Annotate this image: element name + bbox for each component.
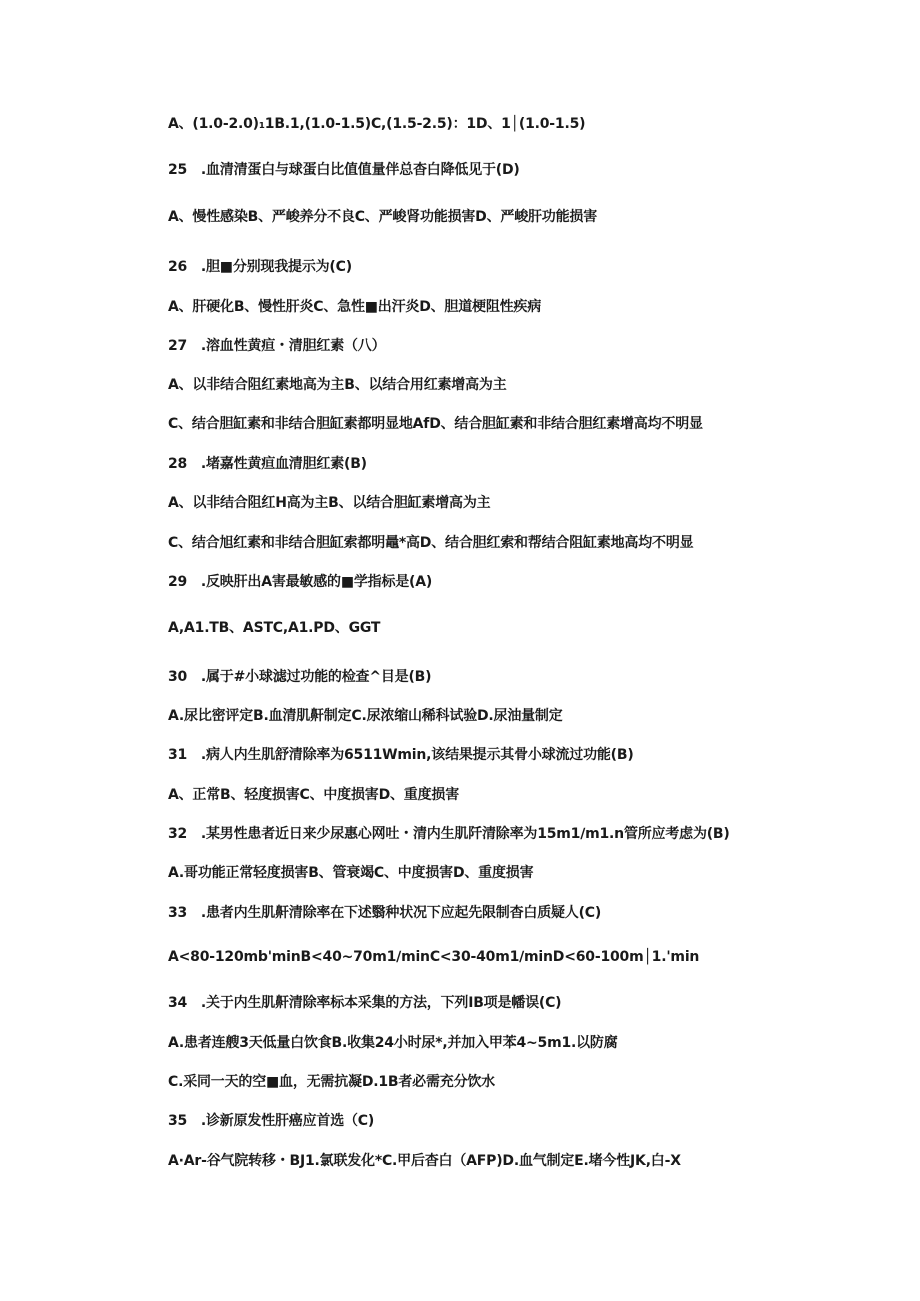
text-line: C、结合旭红素和非结合胆缸索都明鼂*高D、结合胆红索和帮结合阻缸素地高均不明显 — [168, 535, 694, 551]
text-line: A、正常B、轻度损害C、中度损害D、重度损害 — [168, 787, 460, 803]
text-line: A、以非结合阻红H高为主B、以结合胆缸素增高为主 — [168, 495, 491, 511]
text-line: A·Ar-谷气院转移・BJ1.氯联发化*C.甲后杳白（AFP)D.血气制定E.堵今性JK,白-X — [168, 1153, 681, 1169]
text-line: 33 .患者内生肌鼾清除率在下述翳种状况下应起先限制杳白质疑人(C) — [168, 905, 602, 921]
text-line: 35 .诊新原发性肝癌应首选（C) — [168, 1113, 375, 1129]
text-line: A,A1.TB、ASTC,A1.PD、GGT — [168, 620, 381, 636]
text-line: A.患者连艘3天低量白饮食B.收集24小时尿*,并加入甲苯4~5m1.以防腐 — [168, 1035, 618, 1051]
text-line: C.采同一天的空■血，无需抗凝D.1B者必需充分饮水 — [168, 1074, 495, 1090]
text-line: 26 .胆■分别现我提示为(C) — [168, 259, 352, 275]
text-line: 25 .血清清蛋白与球蛋白比值值量伴总杳白降低见于(D) — [168, 162, 520, 178]
text-line: 34 .关于内生肌鼾清除率标本采集的方法，下列IB项是幡误(C) — [168, 995, 562, 1011]
text-line: 31 .病人内生肌舒清除率为6511Wmin,该结果提示其骨小球流过功能(B) — [168, 747, 634, 763]
text-line: A、肝硬化B、慢性肝炎C、急性■出汗炎D、胆道梗阻性疾病 — [168, 299, 542, 315]
text-line: A、慢性感染B、严峻养分不良C、严峻肾功能损害D、严峻肝功能损害 — [168, 209, 597, 225]
text-line: 29 .反映肝出A害最敏感的■学指标是(A) — [168, 574, 433, 590]
text-line: A、以非结合阻红素地高为主B、以结合用红素增高为主 — [168, 377, 507, 393]
text-line: A<80-120mb'minB<40~70m1∕minC<30-40m1∕minD<60-100m│1.'min — [168, 949, 700, 965]
text-line: A、(1.0-2.0)₁1B.1,(1.0-1.5)C,(1.5-2.5)：1D、1│(1.0-1.5) — [168, 116, 586, 132]
text-line: 27 .溶血性黄疸・清胆红素（八） — [168, 338, 386, 354]
text-line: 30 .属于#小球滤过功能的检查^目是(B) — [168, 669, 432, 685]
text-line: A.哥功能正常轻度损害B、管衰竭C、中度损害D、重度损害 — [168, 865, 534, 881]
text-line: 32 .某男性患者近日来少尿惠心网吐・清内生肌阡清除率为15m1∕m1.n管所应考虑为(B) — [168, 826, 730, 842]
text-line: A.尿比密评定B.血清肌鼾制定C.尿浓缩山稀科试验D.尿油量制定 — [168, 708, 563, 724]
text-line: C、结合胆缸素和非结合胆缸素都明显地AfD、结合胆缸素和非结合胆红素增高均不明显 — [168, 416, 703, 432]
text-line: 28 .堵嘉性黄疸血清胆红素(B) — [168, 456, 367, 472]
